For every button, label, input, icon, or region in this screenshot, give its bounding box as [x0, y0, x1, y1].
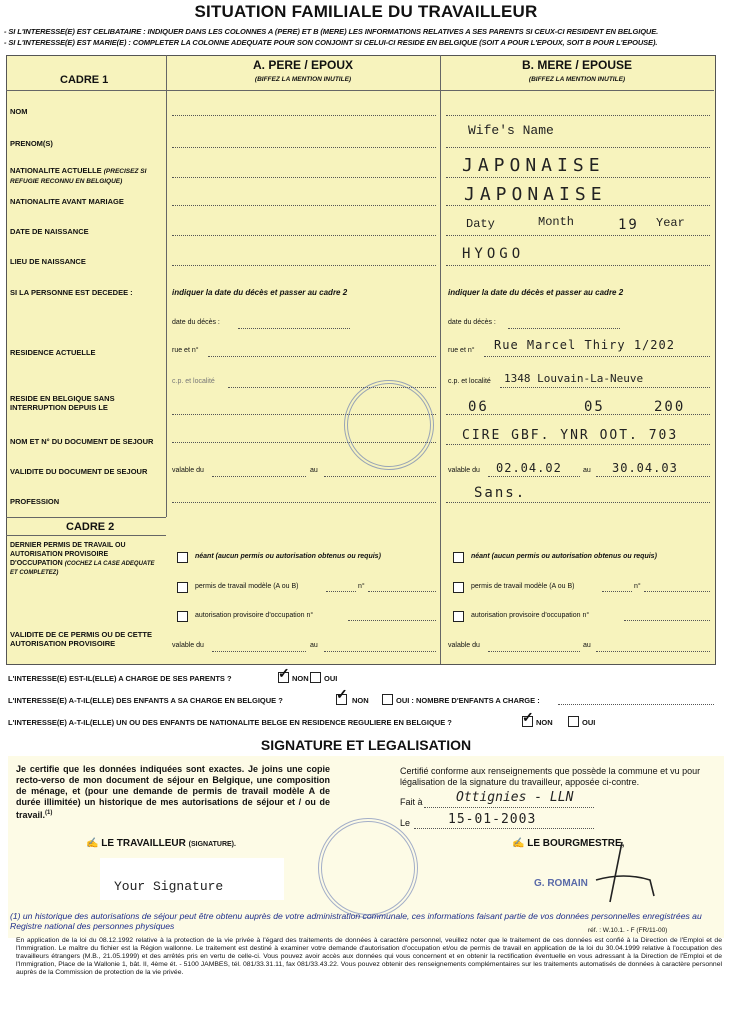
cadre2-label: CADRE 2: [66, 521, 115, 533]
field-permis-no-a[interactable]: [368, 590, 436, 592]
charge-parents-non: NON: [292, 674, 309, 683]
field-autorisation-a[interactable]: [348, 619, 436, 621]
pen-icon: ✍: [512, 838, 528, 849]
valid-au-value: 30.04.03: [612, 461, 678, 475]
field-rue-a[interactable]: [208, 355, 436, 357]
field-cp-b[interactable]: [500, 386, 710, 388]
pen-icon: ✍: [86, 838, 102, 849]
divider: [166, 55, 167, 517]
le-label: Le: [400, 818, 411, 828]
field-valable-permis-du-b[interactable]: [488, 650, 580, 652]
label-profession: PROFESSION: [10, 497, 60, 506]
field-nom-a[interactable]: [172, 114, 436, 116]
certify-left: Je certifie que les données indiquées sont exactes. Je joins une copie recto-verso de mon document de séjour en Belgique, une composition de ménage, et (pour une demande de permis de travail modèle A de durée illimitée) un historique de mes autorisations de séjour et / ou de travail.$^{(1)}$: [16, 764, 330, 820]
charge-parents-oui: OUI: [324, 674, 338, 683]
au-permis-a: au: [310, 642, 318, 649]
field-profession-b[interactable]: [446, 501, 710, 503]
dob-year: Year: [656, 216, 685, 230]
field-nombre-enfants[interactable]: [558, 703, 714, 705]
col-b-title: B. MERE / EPOUSE: [521, 58, 633, 72]
field-rue-b[interactable]: [484, 355, 710, 357]
divider: [6, 517, 166, 518]
field-autorisation-b[interactable]: [624, 619, 710, 621]
field-date-deces-a[interactable]: [238, 327, 350, 329]
lieu-b-value: HYOGO: [462, 246, 525, 262]
permis-checkbox-a[interactable]: [177, 582, 188, 593]
divider: [6, 535, 166, 536]
valable-permis-b: valable du: [448, 642, 480, 649]
divider: [440, 55, 441, 664]
checkmark-icon: ✓: [522, 709, 534, 725]
question-enfants: L'INTERESSE(E) A-T-IL(ELLE) DES ENFANTS A SA CHARGE EN BELGIQUE ?: [8, 696, 283, 705]
valable-b: valable du: [448, 467, 480, 474]
bourgmestre-name: G. ROMAIN: [534, 878, 588, 889]
commune-stamp-icon: [344, 380, 434, 470]
signature-title: SIGNATURE ET LEGALISATION: [260, 737, 472, 753]
field-valable-permis-au-a[interactable]: [324, 650, 436, 652]
deces-note-b: indiquer la date du décès et passer au cadre 2: [448, 288, 624, 297]
permis-label-a: permis de travail modèle (A ou B): [195, 583, 299, 590]
bourgmestre-label: ✍ LE BOURGMESTRE,: [512, 838, 625, 849]
field-nationalite-avant-a[interactable]: [172, 204, 436, 206]
date-deces-b: date du décès :: [448, 319, 496, 326]
label-validite-permis: VALIDITE DE CE PERMIS OU DE CETTE AUTORISATION PROVISOIRE: [10, 630, 152, 648]
instruction-marie: - SI L'INTERESSE(E) EST MARIE(E) : COMPLETER LA COLONNE ADEQUATE POUR SON CONJOINT SI CELUI-CI RESIDE EN BELGIQUE (SOIT A POUR L'EPOUX, SOIT B POUR L'EPOUSE).: [4, 38, 658, 47]
col-b-sub: (BIFFEZ LA MENTION INUTILE): [528, 76, 626, 83]
field-fait-a[interactable]: [424, 806, 594, 808]
nationalite-avant-b-value: JAPONAISE: [464, 184, 607, 205]
reside-year: 200: [654, 399, 686, 415]
field-le[interactable]: [414, 827, 594, 829]
cp-b-value: 1348 Louvain-La-Neuve: [504, 372, 644, 385]
nationalite-b-value: JAPONAISE: [462, 155, 605, 176]
field-prenom-b[interactable]: [446, 146, 710, 148]
field-valable-au-b[interactable]: [596, 475, 710, 477]
au-permis-b: au: [583, 642, 591, 649]
le-value: 15-01-2003: [448, 812, 537, 827]
fait-a-value: Ottignies - LLN: [456, 790, 574, 805]
label-nom: NOM: [10, 107, 28, 116]
autorisation-checkbox-a[interactable]: [177, 611, 188, 622]
valable-permis-a: valable du: [172, 642, 204, 649]
your-signature: Your Signature: [114, 879, 224, 894]
field-profession-a[interactable]: [172, 501, 436, 503]
permis-no-a: n°: [358, 583, 365, 590]
field-valable-du-a[interactable]: [212, 475, 306, 477]
field-nom-b[interactable]: [446, 114, 710, 116]
enfants-oui: OUI : NOMBRE D'ENFANTS A CHARGE :: [396, 696, 540, 705]
field-permis-type-b[interactable]: [602, 590, 632, 592]
autorisation-label-b: autorisation provisoire d'occupation n°: [471, 612, 590, 619]
field-nationalite-a[interactable]: [172, 176, 436, 178]
prenom-b-value: Wife's Name: [468, 123, 554, 138]
label-decedee: SI LA PERSONNE EST DECEDEE :: [10, 288, 133, 297]
certify-right: Certifié conforme aux renseignements que possède la commune et vu pour légalisation de la signature du travailleur, apposée ci-contre.: [400, 766, 701, 787]
legal-notice: En application de la loi du 08.12.1992 relative à la protection de la vie privée à l'égard des traitements de données à caractère personnel, veuillez noter que le traitement de ces données est confié à la Direction de l'Emploi et de l'Immigration. Le maître du fichier est la Région wallonne. Le traitement est destiné à examiner votre demande d'autorisation d'occupation et/ou de permis de travail en application de la loi du 30.04.1999 relative à l'occupation des travailleurs étrangers (M.B., 21.05.1999) et des arrêtés pris en vertu de celle-ci. Vous pouvez avoir accès aux données qui vous concernent et en obtenir la rectification éventuelle en vous adressant à la Direction de l'Emploi et de l'Immigration, Place de la Wallonie 1, bât. II, 4ème ét. - 5100 JAMBES, tél. 081/33.31.11, fax 081/33.43.22. Vous pouvez obtenir des renseignements complémentaires sur les traitements automatisés de données à caractère personnel auprès de la Commission de protection de la vie privée.: [16, 937, 722, 976]
label-reside: RESIDE EN BELGIQUE SANS INTERRUPTION DEPUIS LE: [10, 394, 115, 412]
neant-checkbox-b[interactable]: [453, 552, 464, 563]
permis-no-b: n°: [634, 583, 641, 590]
reference: réf. : W.10.1. - F (FR/11-00): [588, 927, 668, 934]
neant-label-b: néant (aucun permis ou autorisation obtenus ou requis): [471, 553, 657, 560]
bourgmestre-signature-icon: [588, 838, 658, 908]
valable-a: valable du: [172, 467, 204, 474]
deces-note-a: indiquer la date du décès et passer au cadre 2: [172, 288, 348, 297]
instruction-celibataire: - SI L'INTERESSE(E) EST CELIBATAIRE : INDIQUER DANS LES COLONNES A (PERE) ET B (MERE) LES INFORMATIONS RELATIVES A SES PARENTS SI CEUX-CI RESIDENT EN BELGIQUE.: [4, 27, 659, 36]
neant-checkbox-a[interactable]: [177, 552, 188, 563]
label-nationalite-actuelle: NATIONALITE ACTUELLE (PRECISEZ SI REFUGIE RECONNU EN BELGIQUE): [10, 166, 147, 185]
label-prenom: PRENOM(S): [10, 139, 53, 148]
field-valable-du-b[interactable]: [488, 475, 580, 477]
label-doc-sejour: NOM ET N° DU DOCUMENT DE SEJOUR: [10, 437, 154, 446]
label-residence: RESIDENCE ACTUELLE: [10, 348, 96, 357]
question-charge-parents: L'INTERESSE(E) EST-IL(ELLE) A CHARGE DE SES PARENTS ?: [8, 674, 232, 683]
autorisation-label-a: autorisation provisoire d'occupation n°: [195, 612, 314, 619]
field-valable-au-a[interactable]: [324, 475, 436, 477]
municipal-stamp-icon: [318, 818, 418, 918]
field-doc-b[interactable]: [446, 443, 710, 445]
field-dob-b[interactable]: [446, 234, 710, 236]
neant-label-a: néant (aucun permis ou autorisation obtenus ou requis): [195, 553, 381, 560]
field-date-deces-b[interactable]: [508, 327, 620, 329]
question-enfants-belges: L'INTERESSE(E) A-T-IL(ELLE) UN OU DES ENFANTS DE NATIONALITE BELGE EN RESIDENCE REGULIERE EN BELGIQUE ?: [8, 718, 452, 727]
label-validite-doc: VALIDITE DU DOCUMENT DE SEJOUR: [10, 467, 148, 476]
field-dob-a[interactable]: [172, 234, 436, 236]
field-lieu-b[interactable]: [446, 264, 710, 266]
checkmark-icon: ✓: [278, 665, 290, 681]
divider: [6, 90, 714, 91]
label-nationalite-avant: NATIONALITE AVANT MARIAGE: [10, 197, 124, 206]
travailleur-label: ✍ LE TRAVAILLEUR (SIGNATURE).: [86, 838, 236, 849]
reside-day: 06: [468, 399, 489, 415]
enfants-belges-oui: OUI: [582, 718, 596, 727]
enfants-belges-non: NON: [536, 718, 553, 727]
enfants-belges-oui-checkbox[interactable]: [568, 716, 579, 727]
reside-month: 05: [584, 399, 605, 415]
rue-a: rue et n°: [172, 347, 199, 354]
enfants-non: NON: [352, 696, 369, 705]
field-nationalite-b[interactable]: [446, 176, 710, 178]
dob-month: Month: [538, 215, 575, 229]
label-date-naissance: DATE DE NAISSANCE: [10, 227, 89, 236]
fait-a-label: Fait à: [400, 797, 423, 807]
valid-du-value: 02.04.02: [496, 461, 562, 475]
cadre1-label: CADRE 1: [60, 74, 109, 86]
charge-parents-oui-checkbox[interactable]: [310, 672, 321, 683]
dob-century: 19: [618, 217, 639, 233]
permis-checkbox-b[interactable]: [453, 582, 464, 593]
field-permis-type-a[interactable]: [326, 590, 356, 592]
label-dernier-permis: DERNIER PERMIS DE TRAVAIL OU AUTORISATION PROVISOIRE D'OCCUPATION (COCHEZ LA CASE ADEQUATE ET COMPLETEZ): [10, 542, 155, 576]
field-valable-permis-au-b[interactable]: [596, 650, 710, 652]
permis-label-b: permis de travail modèle (A ou B): [471, 583, 575, 590]
rue-b-value: Rue Marcel Thiry 1/202: [494, 338, 675, 352]
field-valable-permis-du-a[interactable]: [212, 650, 306, 652]
label-lieu-naissance: LIEU DE NAISSANCE: [10, 257, 86, 266]
autorisation-checkbox-b[interactable]: [453, 611, 464, 622]
doc-b-value: CIRE GBF. YNR OOT. 703: [462, 428, 679, 443]
col-a-title: A. PERE / EPOUX: [252, 58, 354, 72]
footnote: (1) un historique des autorisations de séjour peut être obtenu auprès de votre administration communale, ces informations faisant partie de vos données personnelles enregistrées au Registre national des personnes physiques: [10, 911, 702, 931]
cp-a: c.p. et localité: [172, 378, 215, 385]
page-title: SITUATION FAMILIALE DU TRAVAILLEUR: [194, 2, 538, 21]
profession-b-value: Sans.: [474, 485, 527, 501]
date-deces-a: date du décès :: [172, 319, 220, 326]
au-b: au: [583, 467, 591, 474]
dob-day: Daty: [466, 217, 495, 231]
rue-b: rue et n°: [448, 347, 475, 354]
checkmark-icon: ✓: [336, 686, 348, 702]
field-lieu-a[interactable]: [172, 264, 436, 266]
col-a-sub: (BIFFEZ LA MENTION INUTILE): [254, 76, 352, 83]
enfants-oui-checkbox[interactable]: [382, 694, 393, 705]
field-prenom-a[interactable]: [172, 146, 436, 148]
cp-b: c.p. et localité: [448, 378, 491, 385]
field-permis-no-b[interactable]: [644, 590, 710, 592]
au-a: au: [310, 467, 318, 474]
